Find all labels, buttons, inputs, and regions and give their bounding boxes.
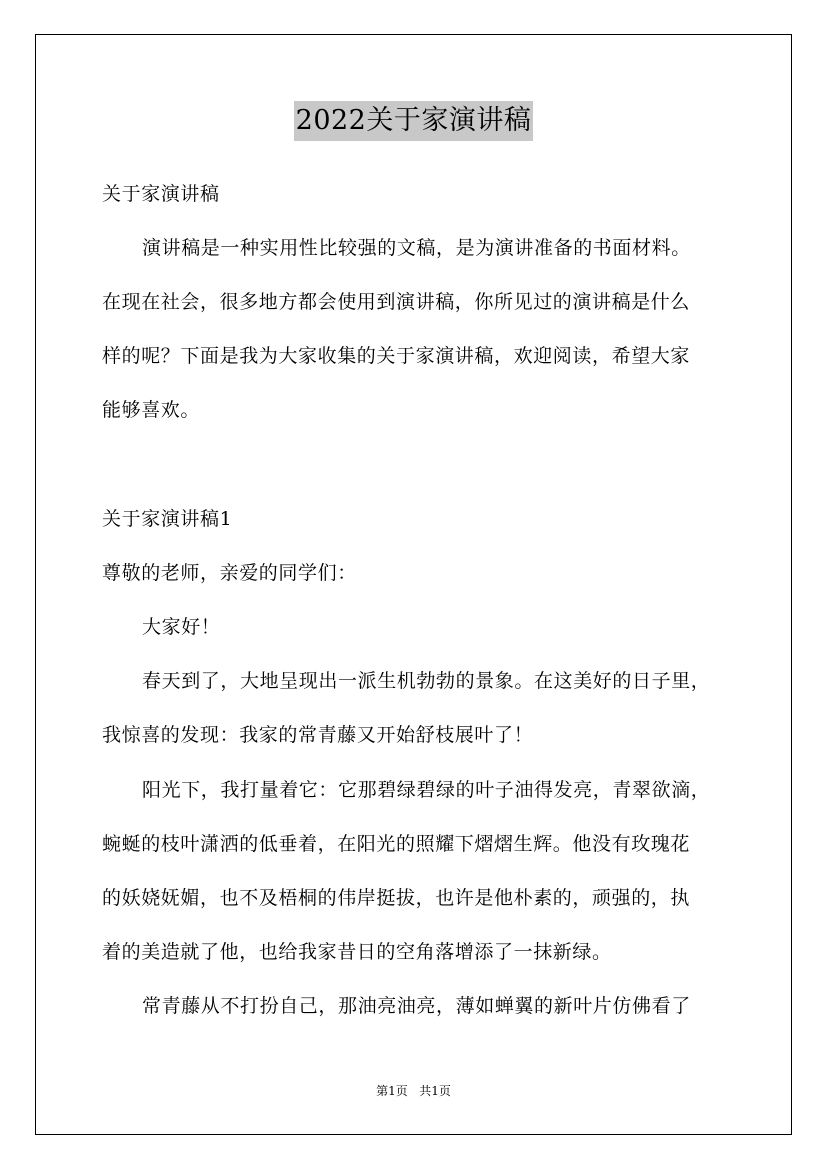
section-heading: 关于家演讲稿1 [102, 508, 233, 530]
paragraph-line: 常青藤从不打扮自己，那油亮油亮，薄如蝉翼的新叶片仿佛看了 [142, 995, 691, 1017]
paragraph-line: 蜿蜒的枝叶潇洒的低垂着，在阳光的照耀下熠熠生辉。他没有玫瑰花 [102, 833, 691, 855]
paragraph-line: 样的呢？下面是我为大家收集的关于家演讲稿，欢迎阅读，希望大家 [102, 345, 691, 367]
page-total: 共1页 [419, 1084, 451, 1098]
document-title: 2022关于家演讲稿 [294, 101, 534, 141]
salutation: 尊敬的老师，亲爱的同学们： [102, 562, 357, 584]
paragraph-line: 春天到了，大地呈现出一派生机勃勃的景象。在这美好的日子里， [142, 670, 711, 692]
page-footer [0, 1082, 827, 1100]
page-number: 第1页 [376, 1084, 408, 1098]
paragraph-line: 能够喜欢。 [102, 399, 201, 421]
paragraph-line: 着的美造就了他，也给我家昔日的空角落增添了一抹新绿。 [102, 941, 612, 963]
greeting: 大家好！ [142, 616, 221, 638]
paragraph-line: 阳光下，我打量着它：它那碧绿碧绿的叶子油得发亮，青翠欲滴， [142, 779, 711, 801]
paragraph-line: 的妖娆妩媚，也不及梧桐的伟岸挺拔，也许是他朴素的，顽强的，执 [102, 887, 691, 909]
paragraph-line: 在现在社会，很多地方都会使用到演讲稿，你所见过的演讲稿是什么 [102, 291, 691, 313]
paragraph-line: 演讲稿是一种实用性比较强的文稿，是为演讲准备的书面材料。 [142, 237, 691, 259]
subtitle: 关于家演讲稿 [102, 183, 220, 205]
title-container [0, 101, 827, 141]
paragraph-line: 我惊喜的发现：我家的常青藤又开始舒枝展叶了！ [102, 724, 534, 746]
